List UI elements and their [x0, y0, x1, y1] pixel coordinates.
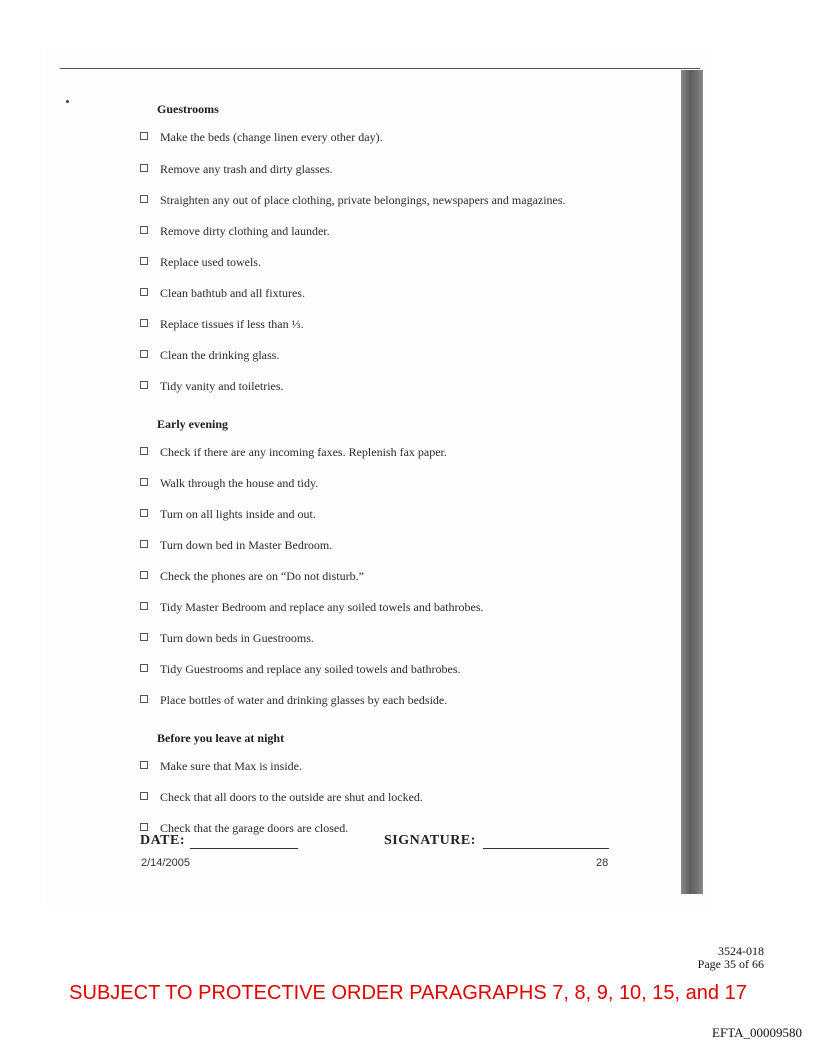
section-heading-before-you-leave: Before you leave at night — [157, 731, 285, 745]
checklist-item: Check that all doors to the outside are shut and locked. — [140, 790, 423, 805]
checklist-item: Check the phones are on “Do not disturb.” — [140, 569, 364, 584]
scan-speck — [66, 100, 69, 103]
checkbox-icon — [140, 257, 148, 265]
checkbox-icon — [140, 226, 148, 234]
checkbox-icon — [140, 571, 148, 579]
checkbox-icon — [140, 823, 148, 831]
date-line — [190, 848, 298, 849]
checkbox-icon — [140, 509, 148, 517]
checkbox-icon — [140, 381, 148, 389]
checklist-item: Tidy Master Bedroom and replace any soiled towels and bathrobes. — [140, 600, 483, 615]
checklist-item: Tidy vanity and toiletries. — [140, 379, 284, 394]
checkbox-icon — [140, 695, 148, 703]
checklist-item: Check if there are any incoming faxes. Replenish fax paper. — [140, 445, 447, 460]
checklist-item: Turn down beds in Guestrooms. — [140, 631, 314, 646]
checklist-item: Clean the drinking glass. — [140, 348, 279, 363]
bates-doc-id: 3524-018 — [718, 944, 764, 958]
efta-id: EFTA_00009580 — [712, 1025, 802, 1040]
checklist-item: Remove dirty clothing and launder. — [140, 224, 330, 239]
checkbox-icon — [140, 633, 148, 641]
checkbox-icon — [140, 478, 148, 486]
checklist-item: Tidy Guestrooms and replace any soiled towels and bathrobes. — [140, 662, 461, 677]
checkbox-icon — [140, 447, 148, 455]
checklist-item: Straighten any out of place clothing, private belongings, newspapers and magazines. — [140, 193, 566, 208]
checkbox-icon — [140, 761, 148, 769]
checkbox-icon — [140, 540, 148, 548]
checkbox-icon — [140, 132, 148, 140]
checklist-item: Replace used towels. — [140, 255, 261, 270]
checkbox-icon — [140, 602, 148, 610]
footer-date: 2/14/2005 — [141, 857, 190, 869]
scan-edge-bar — [681, 70, 703, 894]
checklist-item: Walk through the house and tidy. — [140, 476, 318, 491]
checklist-item: Remove any trash and dirty glasses. — [140, 162, 333, 177]
checkbox-icon — [140, 792, 148, 800]
checklist-item: Place bottles of water and drinking glasses by each bedside. — [140, 693, 447, 708]
checkbox-icon — [140, 350, 148, 358]
date-label: DATE: — [140, 833, 186, 848]
checkbox-icon — [140, 288, 148, 296]
header-rule — [60, 68, 700, 69]
checkbox-icon — [140, 664, 148, 672]
section-heading-early-evening: Early evening — [157, 417, 228, 431]
checklist-item: Check that the garage doors are closed. — [140, 821, 348, 836]
checklist-item: Turn down bed in Master Bedroom. — [140, 538, 332, 553]
checkbox-icon — [140, 319, 148, 327]
checklist-item: Clean bathtub and all fixtures. — [140, 286, 305, 301]
checkbox-icon — [140, 164, 148, 172]
footer-page-number: 28 — [596, 857, 609, 869]
bates-page-of: Page 35 of 66 — [697, 957, 764, 971]
signature-line — [483, 848, 609, 849]
checklist-item: Make the beds (change linen every other day). — [140, 130, 383, 145]
checklist-item: Replace tissues if less than ⅓. — [140, 317, 304, 332]
section-heading-guestrooms: Guestrooms — [157, 102, 219, 116]
signature-label: SIGNATURE: — [384, 833, 476, 848]
protective-order-notice: SUBJECT TO PROTECTIVE ORDER PARAGRAPHS 7, 8, 9, 10, 15, and 17 — [69, 982, 747, 1004]
checklist-item: Turn on all lights inside and out. — [140, 507, 316, 522]
checkbox-icon — [140, 195, 148, 203]
checklist-item: Make sure that Max is inside. — [140, 759, 302, 774]
